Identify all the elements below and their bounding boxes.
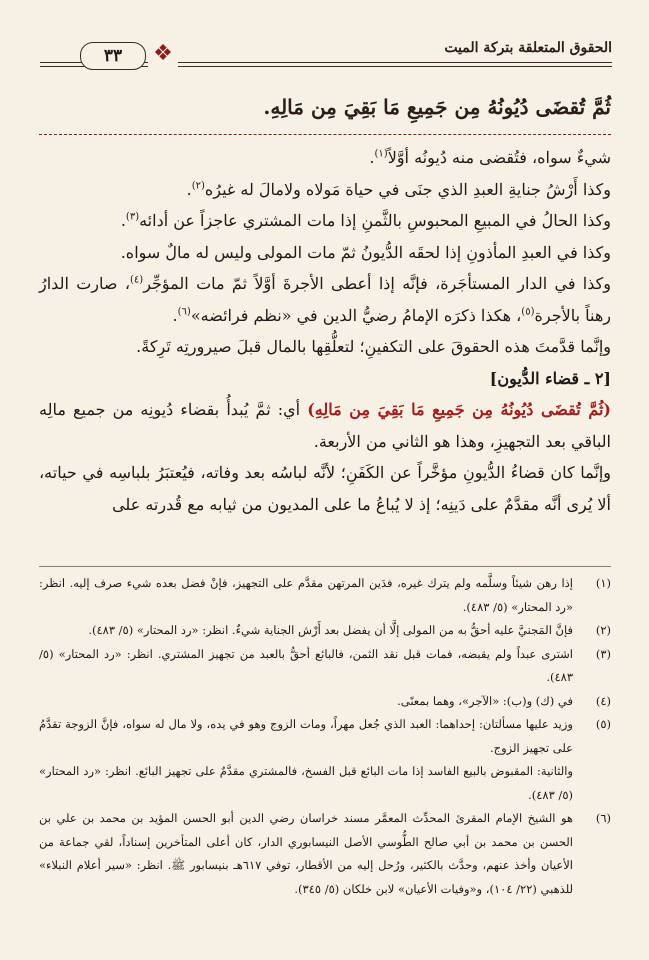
paragraph: وإنَّما كان قضاءُ الدُّيونِ مؤخَّراً عن الكَفَنِ؛ لأنَّه لباسُه بعد وفاته، فيُعتبَرُ بلباسِه في حياته، ألا يُرى أنَّه مقدَّمٌ على دَينِه؛ إذ لا يُباعُ ما على المديون من ثيابه مع قُدرته على <box>39 463 611 514</box>
ornament-icon: ❖ <box>148 38 178 68</box>
footnote-continuation: والثانية: المقبوض بالبيع الفاسد إذا مات البائع قبل الفسخ، فالمشتري مقدَّمٌ على تجهيز البائع. انظر: «رد المحتار» (٥/ ٤٨٣). <box>39 764 573 802</box>
footnote: (٢) فإنَّ المَجنيَّ عليه أحقُّ به من المولى إلَّا أن يفضل بعد أَرْش الجناية شيءٌ. انظر: «رد المحتار» (٥/ ٤٨٣). <box>88 623 611 637</box>
paragraph: وكذا في العبدِ المأذونِ إذا لحقَه الدُّيونُ ثمّ مات المولى وليس له مالٌ سواه. <box>120 242 611 262</box>
footnote: (٦) هو الشيخ الإمام المقرئ المحدِّث المعمَّر مسند خراسان رضي الدين أبو الحسن المؤيد بن محمد بن علي بن الحسن بن محمد بن أبي صالح الطُّوسي الأصل النيسابوري الدار، كان أعلى المتأخرين إسناداً، لقي جماعة من الأعيان وأخذ عنهم، وحدَّث بالكثير، ورُحل إليه من الأقطار، توفي ٦١٧هـ بنيسابور ﷺ. انظر: «سير أعلام النبلاء» للذهبي (٢٢/ ١٠٤)، و«وفيات الأعيان» لابن خلكان (٥/ ٣٤٥). <box>39 811 611 896</box>
footnote-ref[interactable]: (٥) <box>521 306 535 318</box>
page-number: ٣٣ <box>80 42 146 70</box>
paragraph: (ثُمَّ تُقضَى دُيُونُهُ مِن جَمِيعِ مَا بَقِيَ مِن مَالِهِ) أي: ثمَّ يُبدأُ بقضاء دُيونِه من جميع مالِه الباقي بعد التجهيزِ، وهذا هو الثاني من الأربعة. <box>39 400 611 451</box>
footnote: (١) إذا رهن شيئاً وسلَّمه ولم يترك غيره، فدَين المرتهن مقدَّم على التجهيز، فإنْ فضل بعده شيء صرف إليه. انظر: «رد المحتار» (٥/ ٤٨٣). <box>39 576 611 614</box>
matn-divider <box>39 134 611 135</box>
footnote-ref[interactable]: (٣) <box>125 211 140 223</box>
paragraph: وكذا أَرْشُ جنايةِ العبدِ الذي جنَى في حياة مَولاه ولامالَ له غيرُه$^{(٢)}$. <box>186 179 611 199</box>
footnote: (٤) في (ك) و(ب): «الآجر»، وهما بمعنًى. <box>397 693 611 708</box>
footnote-ref[interactable]: (٦) <box>177 306 191 318</box>
footnote-ref[interactable]: (١) <box>374 148 388 160</box>
footnote-separator <box>39 566 611 567</box>
paragraph: وكذا في الدار المستأجَرة، فإنَّه إذا أعطى الأجرةَ أوَّلاً ثمّ مات المؤجِّر$^{(٤)}$، صارت الدارُ رهناً بالأجرة$^{(٥)}$، هكذا ذكرَه الإمامُ رضيُّ الدين في «نظم فرائضه»$^{(٦)}$. <box>39 274 611 325</box>
paragraph: وكذا الحالُ في المبيعِ المحبوسِ بالثَّمنِ إذا مات المشتري عاجزاً عن أدائه$^{(٣)}$. <box>120 211 611 230</box>
footnote-ref[interactable]: (٢) <box>191 180 205 192</box>
commentary-body <box>39 142 611 520</box>
page-header <box>40 38 612 78</box>
section-heading: [٢ ـ قضاء الدُّيون] <box>489 368 611 388</box>
footnote: (٥) وزيد عليها مسألتان: إحداهما: العبد الذي جُعل مهراً، ومات الزوج وهو في يده، ولا مال له سواه، فإنَّ الزوجة تقدَّمُ على تجهيز الزوج. <box>39 717 611 755</box>
footnote-ref[interactable]: (٤) <box>130 274 144 286</box>
paragraph: وإنَّما قدَّمتَ هذه الحقوقَ على التكفينِ؛ لتعلُّقِها بالمال قبلَ صيرورتِه تَرِكةً. <box>136 337 611 356</box>
footnotes <box>39 572 611 901</box>
running-title: الحقوق المتعلقة بتركة الميت <box>436 40 612 56</box>
footnote: (٣) اشترى عبداً ولم يقبضه، فمات قبل نقد الثمن، فالبائع أحقُّ بالعبد من تجهيز المشتري. انظر: «رد المحتار» (٥/ ٤٨٣). <box>39 646 611 684</box>
paragraph: شيءٌ سواه، فتُقضى منه دُيونُه أوَّلاً$^{(١)}$. <box>369 148 611 167</box>
quoted-matn: (ثُمَّ تُقضَى دُيُونُهُ مِن جَمِيعِ مَا بَقِيَ مِن مَالِهِ) <box>307 400 611 419</box>
matn-text: ثُمَّ تُقضَى دُيُونُهُ مِن جَمِيعِ مَا بَقِيَ مِن مَالِهِ. <box>263 95 611 119</box>
